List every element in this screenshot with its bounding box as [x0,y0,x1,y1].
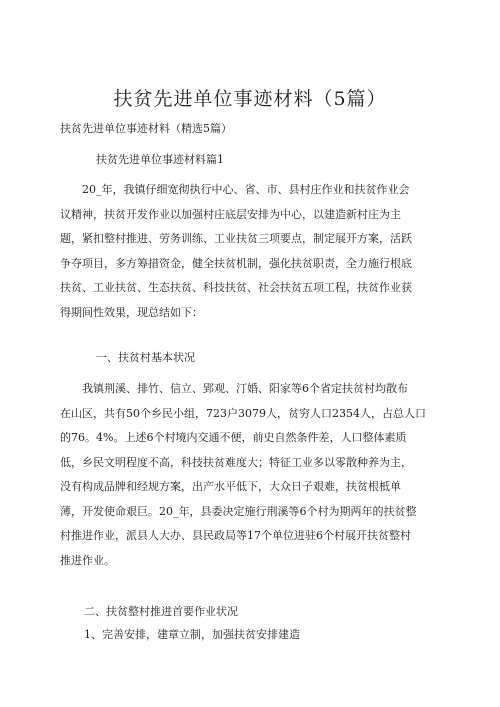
paragraph-line: 村推进作业，派县人大办、县民政局等17个单位进驻6个村展开扶贫整村 [60,529,411,542]
paragraph-line: 没有构成品牌和经规方案，出产水平低下，大众日子艰难，扶贫根柢单 [60,480,401,493]
document-subtitle: 扶贫先进单位事迹材料（精选5篇） [60,122,232,135]
paragraph-line: 低，乡民文明程度不高，科技扶贫难度大；特征工业多以零散种养为主， [60,455,412,469]
paragraph-line: 推进作业。 [60,553,115,567]
heading-main-work: 二、扶贫整村推进首要作业状况 [84,605,238,618]
section-title: 扶贫先进单位事迹材料篇1 [96,153,224,166]
paragraph-basic-situation [60,377,440,573]
paragraph-line: 题，紧扣整村推进、劳务训练、工业扶贫三项要点，制定展开方案，活跃 [60,232,412,245]
subheading-organization: 1、完善安排，建章立制，加强扶贫安排建造 [84,628,300,641]
paragraph-line: 得期间性效果，现总结如下： [60,305,203,319]
paragraph-line: 薄，开发使命艰巨。20_年，县委决定施行荆溪等6个村为期两年的扶贫整 [60,504,417,518]
paragraph-line: 20_年，我镇仔细宽彻执行中心、省、市、县村庄作业和扶贫作业会 [60,183,410,196]
paragraph-line: 争夺项目，多方筹措资金，健全扶贫机制，强化扶贫职责，全力施行根底 [60,256,412,270]
document-title: 扶贫先进单位事迹材料（5篇） [113,88,387,110]
paragraph-line: 的76。4%。上述6个村境内交通不便，前史自然条件差，人口整体素质 [60,431,407,444]
paragraph-line: 在山区，共有50个乡民小组，723户3079人，贫穷人口2354人，占总人口 [60,406,426,420]
heading-basic-situation: 一、扶贫村基本状况 [96,351,195,364]
paragraph-line: 我镇荆溪、排竹、信立、郢观、汀婚、阳家等6个省定扶贫村均散布 [60,382,408,395]
paragraph-line: 议精神，扶贫开发作业以加强村庄底层安排为中心，以建造新村庄为主 [60,207,401,221]
paragraph-line: 扶贫、工业扶贫、生态扶贫、科技扶贫、社会扶贫五项工程，扶贫作业获 [60,281,412,294]
paragraph-intro [60,178,440,325]
